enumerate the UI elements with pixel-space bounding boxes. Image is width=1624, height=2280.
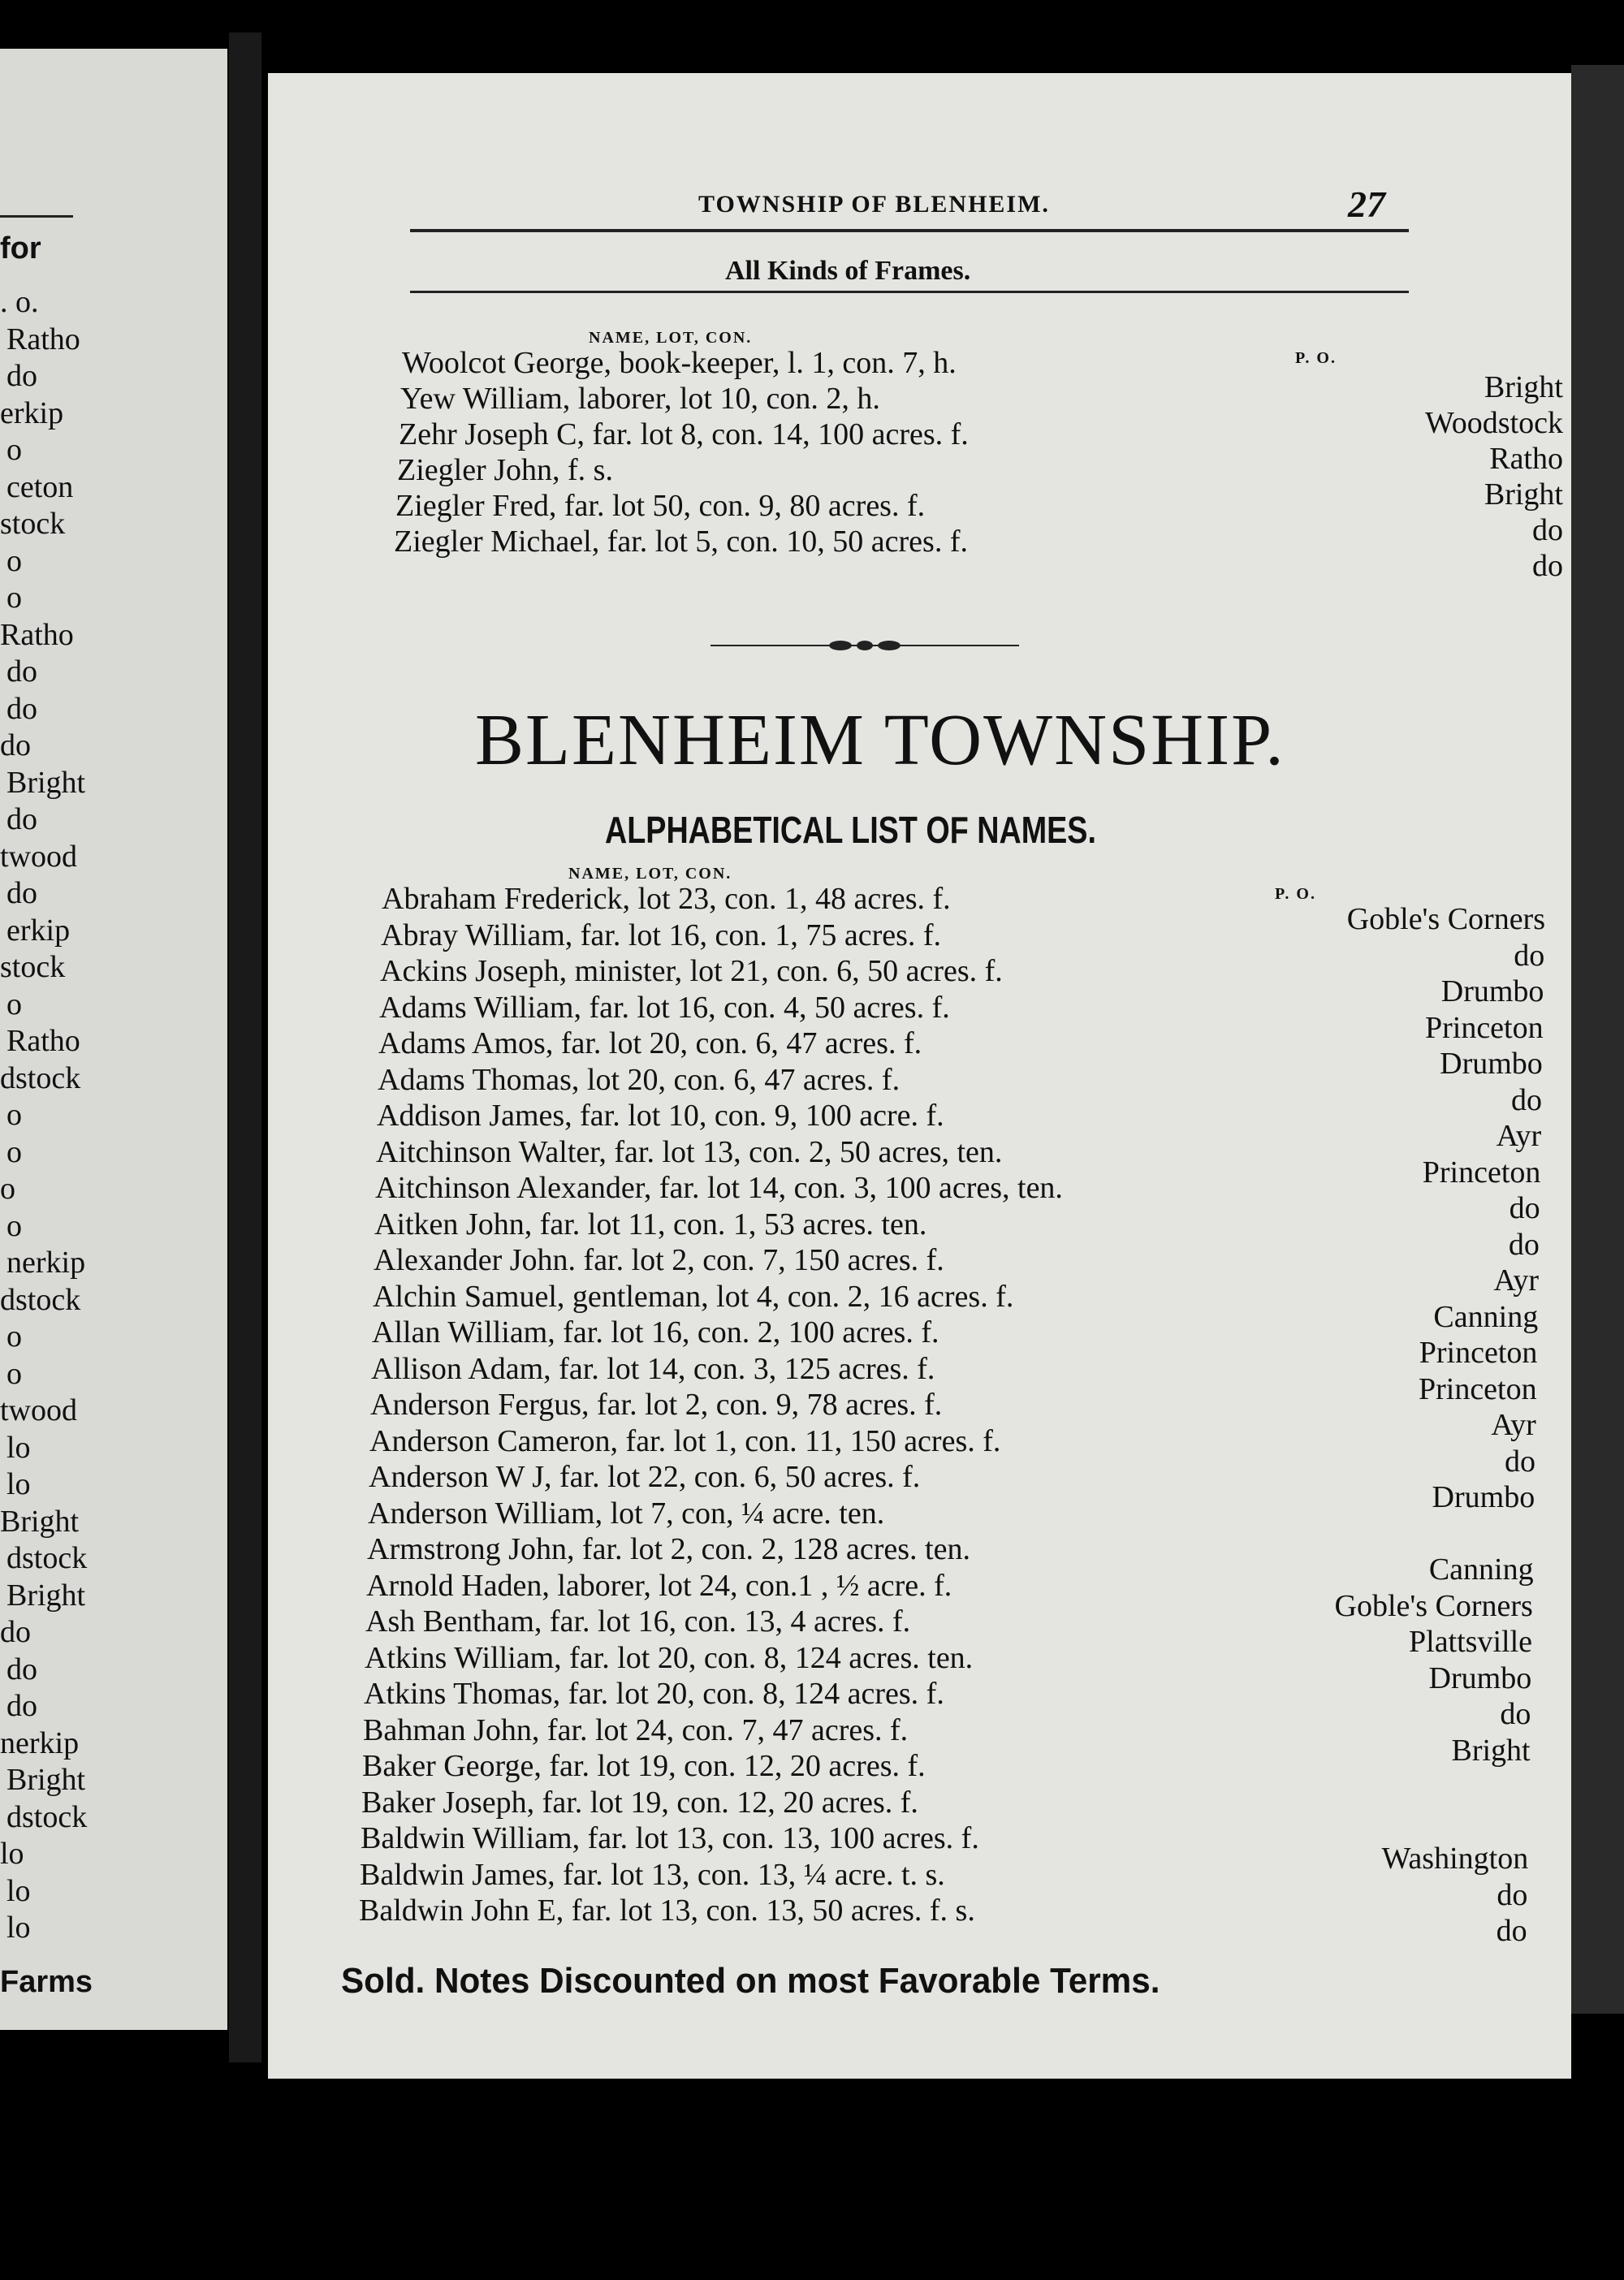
page-header: TOWNSHIP OF BLENHEIM.	[698, 191, 1050, 218]
left-page-footer: Farms	[0, 1965, 93, 1999]
left-page-line: erkip	[0, 395, 64, 430]
left-page-line: lo	[6, 1430, 31, 1465]
left-page-line: . o.	[0, 285, 39, 319]
post-office: Woodstock	[1424, 406, 1563, 440]
directory-entry: Abray William, far. lot 16, con. 1, 75 acres. f.	[381, 918, 942, 952]
post-office: Drumbo	[1432, 1480, 1535, 1514]
post-office: Bright	[1451, 1733, 1531, 1768]
directory-entry: Aitken John, far. lot 11, con. 1, 53 acres. ten.	[374, 1207, 927, 1241]
ornament-divider	[710, 637, 1019, 654]
directory-entry: Allison Adam, far. lot 14, con. 3, 125 acres. f.	[371, 1351, 935, 1386]
left-page-line: do	[0, 728, 31, 762]
post-office: do	[1508, 1227, 1540, 1262]
left-page-line: o	[6, 433, 22, 467]
directory-entry: Anderson William, lot 7, con, ¼ acre. ten.	[368, 1496, 885, 1531]
left-page-rule	[0, 215, 73, 218]
post-office: Bright	[1484, 370, 1563, 404]
left-page-line: Bright	[0, 1504, 80, 1539]
left-page-line: ceton	[6, 469, 74, 504]
left-page-line: lo	[0, 1837, 24, 1871]
directory-entry: Adams Amos, far. lot 20, con. 6, 47 acres. f.	[378, 1026, 922, 1060]
post-office: do	[1500, 1697, 1531, 1731]
post-office: Plattsville	[1409, 1625, 1532, 1659]
post-office: Princeton	[1424, 1010, 1544, 1045]
post-office: Goble's Corners	[1346, 902, 1545, 936]
directory-entry: Aitchinson Walter, far. lot 13, con. 2, 50 acres, ten.	[376, 1134, 1003, 1169]
post-office: do	[1497, 1877, 1528, 1912]
directory-entry: Ackins Joseph, minister, lot 21, con. 6, 50 acres. f.	[380, 954, 1003, 988]
page-footer: Sold. Notes Discounted on most Favorable Terms.	[341, 1961, 1160, 2001]
directory-entry: Bahman John, far. lot 24, con. 7, 47 acres. f.	[363, 1712, 909, 1747]
left-page-line: o	[6, 1208, 22, 1243]
directory-entry: Adams Thomas, lot 20, con. 6, 47 acres. f.	[378, 1062, 901, 1097]
left-page-line: do	[6, 654, 37, 689]
page-number: 27	[1348, 184, 1385, 225]
directory-entry: Alchin Samuel, gentleman, lot 4, con. 2, 16 acres. f.	[373, 1279, 1014, 1314]
post-office: Goble's Corners	[1334, 1588, 1533, 1623]
directory-entry: Armstrong John, far. lot 2, con. 2, 128 acres. ten.	[367, 1532, 970, 1566]
left-page-line: dstock	[0, 1060, 81, 1095]
directory-entry: Baker Joseph, far. lot 19, con. 12, 20 acres. f.	[361, 1785, 918, 1820]
left-page-line: dstock	[0, 1282, 81, 1317]
directory-entry: Anderson Cameron, far. lot 1, con. 11, 150 acres. f.	[369, 1423, 1001, 1458]
directory-entry: Alexander John. far. lot 2, con. 7, 150 acres. f.	[374, 1243, 944, 1277]
left-page-line: Ratho	[6, 1024, 80, 1058]
main-col-po: P. O.	[1275, 885, 1316, 903]
directory-entry: Atkins William, far. lot 20, con. 8, 124 acres. ten.	[365, 1640, 974, 1675]
directory-entry: Baker George, far. lot 19, con. 12, 20 acres. f.	[362, 1749, 926, 1783]
directory-entry: Arnold Haden, laborer, lot 24, con.1 , ½ acre. f.	[366, 1568, 952, 1603]
left-page-line: do	[6, 876, 37, 910]
post-office: Ayr	[1493, 1263, 1539, 1298]
directory-entry: Ziegler Michael, far. lot 5, con. 10, 50 acres. f.	[394, 525, 968, 559]
post-office: do	[1509, 1191, 1540, 1225]
post-office: Washington	[1381, 1842, 1529, 1876]
directory-entry: Zehr Joseph C, far. lot 8, con. 14, 100 acres. f.	[399, 417, 969, 451]
post-office: Canning	[1433, 1299, 1539, 1334]
left-page-line: do	[6, 1652, 37, 1686]
post-office: Drumbo	[1440, 974, 1544, 1008]
post-office: do	[1511, 1082, 1542, 1117]
post-office: Princeton	[1419, 1336, 1538, 1370]
directory-entry: Baldwin James, far. lot 13, con. 13, ¼ acre. t. s.	[360, 1857, 945, 1892]
section-subtitle: ALPHABETICAL LIST OF NAMES.	[605, 809, 1096, 851]
directory-entry: Baldwin John E, far. lot 13, con. 13, 50 acres. f. s.	[359, 1894, 975, 1928]
left-page-line: Bright	[6, 1763, 86, 1797]
left-page-line: twood	[0, 839, 77, 874]
left-page-line: o	[0, 1172, 15, 1206]
book-edge	[1571, 65, 1624, 2014]
left-page-line: Bright	[6, 1578, 86, 1613]
left-page-line: o	[6, 1356, 22, 1391]
directory-entry: Ziegler Fred, far. lot 50, con. 9, 80 acres. f.	[395, 489, 926, 523]
left-page-line: erkip	[6, 913, 71, 948]
post-office: Princeton	[1422, 1155, 1541, 1190]
post-office: Bright	[1484, 477, 1563, 512]
left-page-line: o	[6, 1134, 22, 1169]
left-page-heading: for	[0, 231, 41, 266]
directory-entry: Allan William, far. lot 16, con. 2, 100 acres. f.	[372, 1315, 939, 1349]
post-office: Ayr	[1496, 1119, 1542, 1153]
post-office: do	[1532, 549, 1563, 583]
left-page-line: do	[6, 1689, 37, 1723]
post-office: do	[1532, 513, 1563, 547]
post-office: Drumbo	[1428, 1660, 1532, 1695]
directory-entry: Baldwin William, far. lot 13, con. 13, 100 acres. f.	[361, 1821, 979, 1855]
page-subheader: All Kinds of Frames.	[725, 256, 971, 286]
left-page-line: do	[6, 359, 37, 393]
left-page-line: Ratho	[6, 322, 80, 356]
post-office: Ratho	[1489, 442, 1563, 476]
left-page-line: Bright	[6, 765, 86, 800]
directory-entry: Adams William, far. lot 16, con. 4, 50 acres. f.	[379, 990, 950, 1025]
left-page-line: lo	[6, 1467, 31, 1501]
directory-entry: Anderson Fergus, far. lot 2, con. 9, 78 acres. f.	[370, 1388, 943, 1422]
subheader-rule	[410, 291, 1409, 293]
main-page	[268, 73, 1571, 2079]
left-page-line: o	[6, 543, 22, 578]
directory-entry: Ash Bentham, far. lot 16, con. 13, 4 acres. f.	[365, 1604, 911, 1639]
left-page	[0, 49, 227, 2030]
left-page-line: nerkip	[0, 1725, 80, 1760]
post-office: do	[1505, 1444, 1535, 1479]
main-col-name: NAME, LOT, CON.	[568, 865, 732, 883]
post-office: Drumbo	[1440, 1047, 1543, 1081]
left-page-line: do	[0, 1615, 31, 1649]
directory-entry: Abraham Frederick, lot 23, con. 1, 48 acres. f.	[382, 882, 951, 916]
post-office: do	[1514, 938, 1545, 973]
post-office: Ayr	[1491, 1408, 1536, 1442]
post-office: Canning	[1428, 1552, 1534, 1587]
section-title: BLENHEIM TOWNSHIP.	[475, 700, 1285, 780]
left-page-line: o	[6, 1319, 22, 1354]
directory-entry: Addison James, far. lot 10, con. 9, 100 acre. f.	[377, 1099, 944, 1133]
directory-entry: Atkins Thomas, far. lot 20, con. 8, 124 acres. f.	[364, 1677, 944, 1711]
directory-entry: Aitchinson Alexander, far. lot 14, con. 3, 100 acres, ten.	[375, 1171, 1063, 1205]
left-page-line: twood	[0, 1393, 77, 1427]
directory-entry: Yew William, laborer, lot 10, con. 2, h.	[400, 382, 880, 416]
left-page-line: o	[6, 1098, 22, 1132]
post-office: Princeton	[1418, 1371, 1537, 1406]
left-page-line: Ratho	[0, 617, 74, 652]
left-page-line: dstock	[6, 1541, 88, 1575]
top-col-po: P. O.	[1295, 349, 1337, 367]
left-page-line: dstock	[6, 1799, 88, 1834]
left-page-line: lo	[6, 1911, 31, 1945]
left-page-line: do	[6, 691, 37, 726]
left-page-line: do	[6, 802, 37, 836]
header-rule	[410, 229, 1409, 232]
left-page-line: lo	[6, 1873, 31, 1908]
post-office: do	[1496, 1914, 1527, 1948]
left-page-line: o	[6, 987, 22, 1021]
directory-entry: Woolcot George, book-keeper, l. 1, con. 7, h.	[402, 346, 957, 380]
left-page-line: stock	[0, 507, 66, 541]
left-page-line: o	[6, 581, 22, 615]
directory-entry: Anderson W J, far. lot 22, con. 6, 50 acres. f.	[369, 1460, 921, 1494]
top-col-name: NAME, LOT, CON.	[589, 329, 753, 347]
left-page-line: stock	[0, 950, 66, 984]
left-page-line: nerkip	[6, 1246, 86, 1280]
book-gutter	[229, 32, 261, 2062]
directory-entry: Ziegler John, f. s.	[397, 453, 613, 487]
